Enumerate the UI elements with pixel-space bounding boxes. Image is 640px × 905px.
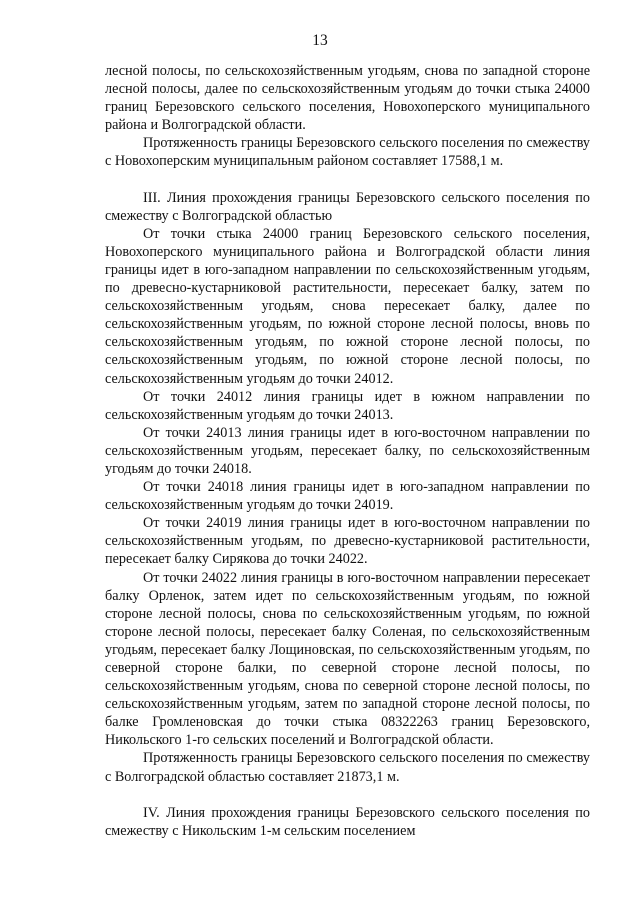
section-gap [105,786,590,804]
paragraph-point-24013: От точки 24013 линия границы идет в юго-восточном направлении по сельскохозяйственным угодьям, пересекает балку, по сельскохозяйственным угодьям до точки 24018. [105,424,590,477]
paragraph-length-volgograd: Протяженность границы Березовского сельского поселения по смежеству с Волгоградской областью составляет 21873,1 м. [105,750,590,785]
paragraph-point-24022: От точки 24022 линия границы в юго-восточном направлении пересекает балку Орленок, затем идет по сельскохозяйственным угодьям, по южной стороне лесной полосы, снова по сельскохозяйственным угодьям, по южной стороне лесной полосы, пересекает балку Соленая, по сельскохозяйственным угодьям, пересекает балку Лощиновская, по сельскохозяйственным угодьям, по северной стороне балки, по северной стороне лесной полосы, по сельскохозяйственным угодьям, снова по северной стороне лесной полосы, по сельскохозяйственным угодьям, затем по западной стороне лесной полосы, по балке Громленовская до точки стыка 08322263 границ Березовского, Никольского 1-го сельских поселений и Волгоградской области. [105,569,590,749]
document-body [105,62,590,840]
section-gap [105,171,590,189]
paragraph-continuation: лесной полосы, по сельскохозяйственным угодьям, снова по западной стороне лесной полосы, далее по сельскохозяйственным угодьям до точки стыка 24000 границ Березовского сельского поселения, Новохоперского муниципального района и Волгоградской области. [105,63,590,134]
section-heading-iii: III. Линия прохождения границы Березовского сельского поселения по смежеству с Волгоградской областью [105,189,590,224]
paragraph-length-novokhopersk: Протяженность границы Березовского сельского поселения по смежеству с Новохоперским муниципальным районом составляет 17588,1 м. [105,135,590,170]
paragraph-point-24019: От точки 24019 линия границы идет в юго-восточном направлении по сельскохозяйственным угодьям, по древесно-кустарниковой растительности, пересекает балку Сирякова до точки 24022. [105,515,590,568]
page-number: 13 [312,32,328,49]
section-heading-iv: IV. Линия прохождения границы Березовского сельского поселения по смежеству с Никольским 1-м сельским поселением [105,804,590,839]
paragraph-point-24000: От точки стыка 24000 границ Березовского сельского поселения, Новохоперского муниципального района и Волгоградской области линия границы идет в юго-западном направлении по сельскохозяйственным угодьям, по древесно-кустарниковой растительности, пересекает балку, затем по сельскохозяйственным угодьям, снова пересекает балку, далее по сельскохозяйственным угодьям, по южной стороне лесной полосы, вновь по сельскохозяйственным угодьям, по южной стороне лесной полосы, по сельскохозяйственным угодьям, по южной стороне лесной полосы, по сельскохозяйственным угодьям до точки 24012. [105,225,590,387]
paragraph-point-24018: От точки 24018 линия границы идет в юго-западном направлении по сельскохозяйственным угодьям до точки 24019. [105,479,590,514]
paragraph-point-24012: От точки 24012 линия границы идет в южном направлении по сельскохозяйственным угодьям до точки 24013. [105,388,590,423]
